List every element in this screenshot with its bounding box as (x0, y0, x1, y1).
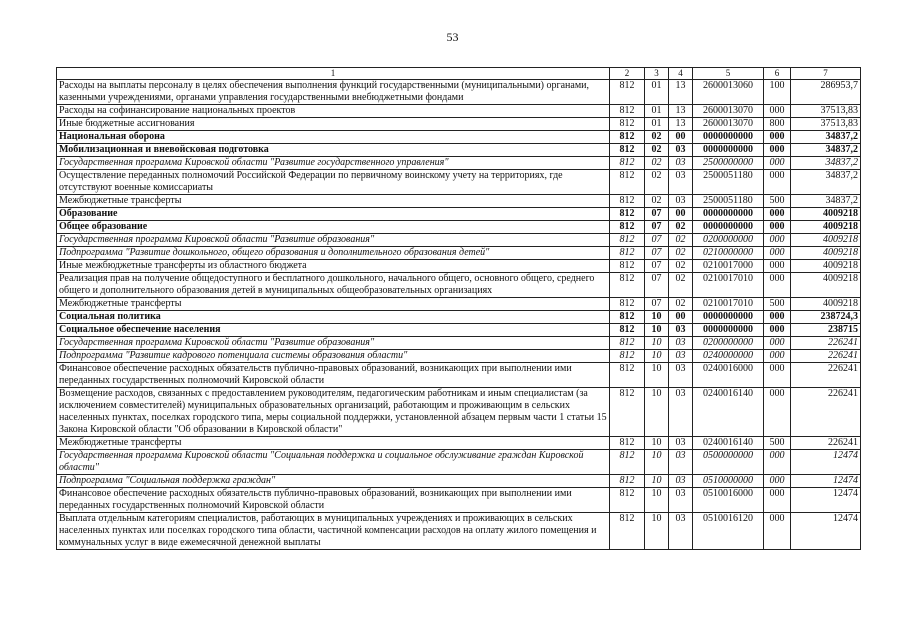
expense-name-cell: Государственная программа Кировской области "Развитие государственного управления" (57, 157, 610, 170)
section-code-cell: 07 (645, 298, 669, 311)
header-cell: 2 (610, 68, 645, 80)
expense-type-cell: 000 (764, 388, 791, 437)
expense-name-cell: Межбюджетные трансферты (57, 437, 610, 450)
grbs-code-cell: 812 (610, 350, 645, 363)
expense-name-cell: Общее образование (57, 221, 610, 234)
section-code-cell: 10 (645, 388, 669, 437)
expense-type-cell: 500 (764, 437, 791, 450)
expense-type-cell: 000 (764, 488, 791, 513)
expense-type-cell: 500 (764, 195, 791, 208)
target-article-cell: 0240000000 (693, 350, 764, 363)
table-row (57, 105, 861, 118)
expense-type-cell: 800 (764, 118, 791, 131)
grbs-code-cell: 812 (610, 234, 645, 247)
grbs-code-cell: 812 (610, 144, 645, 157)
grbs-code-cell: 812 (610, 488, 645, 513)
header-cell: 6 (764, 68, 791, 80)
table-row (57, 170, 861, 195)
grbs-code-cell: 812 (610, 221, 645, 234)
section-code-cell: 01 (645, 118, 669, 131)
section-code-cell: 02 (645, 170, 669, 195)
subsection-code-cell: 00 (669, 131, 693, 144)
table-row (57, 513, 861, 550)
table-row (57, 221, 861, 234)
section-code-cell: 10 (645, 513, 669, 550)
target-article-cell: 2500051180 (693, 170, 764, 195)
expense-name-cell: Государственная программа Кировской области "Социальная поддержка и социальное обслуживание граждан Кировской области" (57, 450, 610, 475)
section-code-cell: 10 (645, 475, 669, 488)
target-article-cell: 0240016140 (693, 437, 764, 450)
expense-type-cell: 000 (764, 170, 791, 195)
page-number: 53 (446, 30, 459, 44)
amount-cell: 226241 (791, 350, 861, 363)
amount-cell: 34837,2 (791, 131, 861, 144)
amount-cell: 4009218 (791, 221, 861, 234)
grbs-code-cell: 812 (610, 170, 645, 195)
subsection-code-cell: 03 (669, 475, 693, 488)
grbs-code-cell: 812 (610, 260, 645, 273)
table-row (57, 488, 861, 513)
expense-type-cell: 100 (764, 80, 791, 105)
amount-cell: 12474 (791, 513, 861, 550)
grbs-code-cell: 812 (610, 118, 645, 131)
section-code-cell: 10 (645, 488, 669, 513)
target-article-cell: 0000000000 (693, 144, 764, 157)
table-row (57, 273, 861, 298)
header-cell: 5 (693, 68, 764, 80)
table-row (57, 363, 861, 388)
amount-cell: 226241 (791, 337, 861, 350)
target-article-cell: 0200000000 (693, 337, 764, 350)
target-article-cell: 2500000000 (693, 157, 764, 170)
amount-cell: 37513,83 (791, 118, 861, 131)
section-code-cell: 10 (645, 311, 669, 324)
amount-cell: 238715 (791, 324, 861, 337)
amount-cell: 238724,3 (791, 311, 861, 324)
expense-name-cell: Возмещение расходов, связанных с предоставлением руководителям, педагогическим работникам и иным специалистам (за исключением совместителей) муниципальных образовательных организаций, работающим и проживающим в сельских населенных пунктах, поселках городского типа, меры социальной поддержки, установленной абзацем первым части 1 статьи 15 Закона Кировской области "Об образовании в Кировской области" (57, 388, 610, 437)
expense-type-cell: 000 (764, 157, 791, 170)
grbs-code-cell: 812 (610, 131, 645, 144)
expense-type-cell: 000 (764, 350, 791, 363)
subsection-code-cell: 03 (669, 195, 693, 208)
table-row (57, 260, 861, 273)
subsection-code-cell: 03 (669, 437, 693, 450)
table-row (57, 311, 861, 324)
table-row (57, 131, 861, 144)
subsection-code-cell: 00 (669, 311, 693, 324)
amount-cell: 34837,2 (791, 157, 861, 170)
section-code-cell: 07 (645, 247, 669, 260)
section-code-cell: 07 (645, 260, 669, 273)
amount-cell: 12474 (791, 475, 861, 488)
subsection-code-cell: 02 (669, 273, 693, 298)
table-row (57, 80, 861, 105)
table-row (57, 208, 861, 221)
subsection-code-cell: 00 (669, 208, 693, 221)
section-code-cell: 07 (645, 221, 669, 234)
section-code-cell: 10 (645, 363, 669, 388)
section-code-cell: 07 (645, 208, 669, 221)
table-row (57, 337, 861, 350)
table-row (57, 324, 861, 337)
expense-type-cell: 000 (764, 144, 791, 157)
expense-type-cell: 000 (764, 260, 791, 273)
expense-type-cell: 000 (764, 324, 791, 337)
expense-name-cell: Социальное обеспечение населения (57, 324, 610, 337)
grbs-code-cell: 812 (610, 247, 645, 260)
grbs-code-cell: 812 (610, 388, 645, 437)
target-article-cell: 0510000000 (693, 475, 764, 488)
expense-type-cell: 000 (764, 221, 791, 234)
expense-type-cell: 000 (764, 475, 791, 488)
grbs-code-cell: 812 (610, 363, 645, 388)
subsection-code-cell: 03 (669, 157, 693, 170)
subsection-code-cell: 03 (669, 337, 693, 350)
table-row (57, 144, 861, 157)
table-row (57, 450, 861, 475)
subsection-code-cell: 03 (669, 450, 693, 475)
grbs-code-cell: 812 (610, 437, 645, 450)
expense-type-cell: 000 (764, 273, 791, 298)
subsection-code-cell: 03 (669, 488, 693, 513)
target-article-cell: 2600013070 (693, 118, 764, 131)
table-row (57, 475, 861, 488)
expense-type-cell: 000 (764, 247, 791, 260)
target-article-cell: 0210017000 (693, 260, 764, 273)
expense-name-cell: Государственная программа Кировской области "Развитие образования" (57, 234, 610, 247)
header-cell: 1 (57, 68, 610, 80)
expense-name-cell: Выплата отдельным категориям специалистов, работающих в муниципальных учреждениях и проживающих в сельских населенных пунктах или поселках городского типа области, частичной компенсации расходов на оплату жилого помещения и коммунальных услуг в виде ежемесячной денежной выплаты (57, 513, 610, 550)
target-article-cell: 2600013060 (693, 80, 764, 105)
section-code-cell: 10 (645, 337, 669, 350)
expense-type-cell: 000 (764, 450, 791, 475)
subsection-code-cell: 03 (669, 513, 693, 550)
amount-cell: 34837,2 (791, 144, 861, 157)
subsection-code-cell: 03 (669, 324, 693, 337)
table-row (57, 388, 861, 437)
header-cell: 3 (645, 68, 669, 80)
amount-cell: 286953,7 (791, 80, 861, 105)
table-row (57, 350, 861, 363)
grbs-code-cell: 812 (610, 311, 645, 324)
expense-name-cell: Государственная программа Кировской области "Развитие образования" (57, 337, 610, 350)
section-code-cell: 10 (645, 437, 669, 450)
target-article-cell: 2500051180 (693, 195, 764, 208)
section-code-cell: 02 (645, 157, 669, 170)
section-code-cell: 10 (645, 324, 669, 337)
expense-type-cell: 000 (764, 234, 791, 247)
expense-name-cell: Иные бюджетные ассигнования (57, 118, 610, 131)
amount-cell: 4009218 (791, 208, 861, 221)
expense-name-cell: Национальная оборона (57, 131, 610, 144)
section-code-cell: 02 (645, 195, 669, 208)
section-code-cell: 01 (645, 80, 669, 105)
table-row (57, 234, 861, 247)
subsection-code-cell: 02 (669, 247, 693, 260)
target-article-cell: 0000000000 (693, 208, 764, 221)
table-header-row (57, 68, 861, 80)
section-code-cell: 10 (645, 450, 669, 475)
expense-name-cell: Расходы на выплаты персоналу в целях обеспечения выполнения функций государственными (муниципальными) органами, казенными учреждениями, органами управления государственными внебюджетными фондами (57, 80, 610, 105)
expense-name-cell: Осуществление переданных полномочий Российской Федерации по первичному воинскому учету на территориях, где отсутствуют военные комиссариаты (57, 170, 610, 195)
expense-name-cell: Расходы на софинансирование национальных проектов (57, 105, 610, 118)
grbs-code-cell: 812 (610, 80, 645, 105)
section-code-cell: 02 (645, 131, 669, 144)
amount-cell: 37513,83 (791, 105, 861, 118)
expense-name-cell: Межбюджетные трансферты (57, 195, 610, 208)
section-code-cell: 07 (645, 234, 669, 247)
subsection-code-cell: 03 (669, 144, 693, 157)
expense-name-cell: Подпрограмма "Социальная поддержка граждан" (57, 475, 610, 488)
expense-name-cell: Подпрограмма "Развитие дошкольного, общего образования и дополнительного образования детей" (57, 247, 610, 260)
table-row (57, 298, 861, 311)
amount-cell: 34837,2 (791, 195, 861, 208)
amount-cell: 226241 (791, 437, 861, 450)
target-article-cell: 0240016000 (693, 363, 764, 388)
subsection-code-cell: 13 (669, 118, 693, 131)
expense-type-cell: 000 (764, 337, 791, 350)
amount-cell: 12474 (791, 450, 861, 475)
expense-type-cell: 000 (764, 105, 791, 118)
grbs-code-cell: 812 (610, 208, 645, 221)
expense-name-cell: Мобилизационная и вневойсковая подготовка (57, 144, 610, 157)
grbs-code-cell: 812 (610, 195, 645, 208)
subsection-code-cell: 03 (669, 350, 693, 363)
subsection-code-cell: 02 (669, 260, 693, 273)
grbs-code-cell: 812 (610, 298, 645, 311)
target-article-cell: 0240016140 (693, 388, 764, 437)
expense-name-cell: Межбюджетные трансферты (57, 298, 610, 311)
expense-name-cell: Образование (57, 208, 610, 221)
subsection-code-cell: 02 (669, 298, 693, 311)
amount-cell: 4009218 (791, 234, 861, 247)
subsection-code-cell: 02 (669, 234, 693, 247)
amount-cell: 4009218 (791, 273, 861, 298)
target-article-cell: 0000000000 (693, 131, 764, 144)
target-article-cell: 0000000000 (693, 311, 764, 324)
grbs-code-cell: 812 (610, 273, 645, 298)
target-article-cell: 0210017010 (693, 273, 764, 298)
expense-name-cell: Реализация прав на получение общедоступного и бесплатного дошкольного, начального общего, основного общего, среднего общего и дополнительного образования детей в муниципальных общеобразовательных организациях (57, 273, 610, 298)
target-article-cell: 0510016120 (693, 513, 764, 550)
amount-cell: 226241 (791, 363, 861, 388)
section-code-cell: 02 (645, 144, 669, 157)
target-article-cell: 0000000000 (693, 221, 764, 234)
amount-cell: 226241 (791, 388, 861, 437)
subsection-code-cell: 13 (669, 80, 693, 105)
section-code-cell: 10 (645, 350, 669, 363)
grbs-code-cell: 812 (610, 324, 645, 337)
table-row (57, 247, 861, 260)
budget-table (56, 67, 861, 550)
target-article-cell: 2600013070 (693, 105, 764, 118)
table-row (57, 157, 861, 170)
target-article-cell: 0000000000 (693, 324, 764, 337)
target-article-cell: 0210000000 (693, 247, 764, 260)
expense-name-cell: Финансовое обеспечение расходных обязательств публично-правовых образований, возникающих при выполнении ими переданных государственных полномочий Кировской области (57, 363, 610, 388)
header-cell: 7 (791, 68, 861, 80)
header-cell: 4 (669, 68, 693, 80)
target-article-cell: 0510016000 (693, 488, 764, 513)
amount-cell: 12474 (791, 488, 861, 513)
table-row (57, 118, 861, 131)
subsection-code-cell: 03 (669, 170, 693, 195)
subsection-code-cell: 03 (669, 363, 693, 388)
grbs-code-cell: 812 (610, 475, 645, 488)
amount-cell: 34837,2 (791, 170, 861, 195)
grbs-code-cell: 812 (610, 105, 645, 118)
section-code-cell: 07 (645, 273, 669, 298)
grbs-code-cell: 812 (610, 157, 645, 170)
expense-type-cell: 000 (764, 513, 791, 550)
expense-type-cell: 500 (764, 298, 791, 311)
table-row (57, 437, 861, 450)
expense-type-cell: 000 (764, 363, 791, 388)
section-code-cell: 01 (645, 105, 669, 118)
expense-name-cell: Финансовое обеспечение расходных обязательств публично-правовых образований, возникающих при выполнении ими переданных государственных полномочий Кировской области (57, 488, 610, 513)
target-article-cell: 0200000000 (693, 234, 764, 247)
grbs-code-cell: 812 (610, 513, 645, 550)
target-article-cell: 0210017010 (693, 298, 764, 311)
subsection-code-cell: 03 (669, 388, 693, 437)
expense-name-cell: Социальная политика (57, 311, 610, 324)
expense-type-cell: 000 (764, 131, 791, 144)
subsection-code-cell: 02 (669, 221, 693, 234)
grbs-code-cell: 812 (610, 337, 645, 350)
subsection-code-cell: 13 (669, 105, 693, 118)
expense-type-cell: 000 (764, 208, 791, 221)
expense-type-cell: 000 (764, 311, 791, 324)
target-article-cell: 0500000000 (693, 450, 764, 475)
expense-name-cell: Иные межбюджетные трансферты из областного бюджета (57, 260, 610, 273)
grbs-code-cell: 812 (610, 450, 645, 475)
table-row (57, 195, 861, 208)
amount-cell: 4009218 (791, 260, 861, 273)
expense-name-cell: Подпрограмма "Развитие кадрового потенциала системы образования области" (57, 350, 610, 363)
amount-cell: 4009218 (791, 247, 861, 260)
amount-cell: 4009218 (791, 298, 861, 311)
